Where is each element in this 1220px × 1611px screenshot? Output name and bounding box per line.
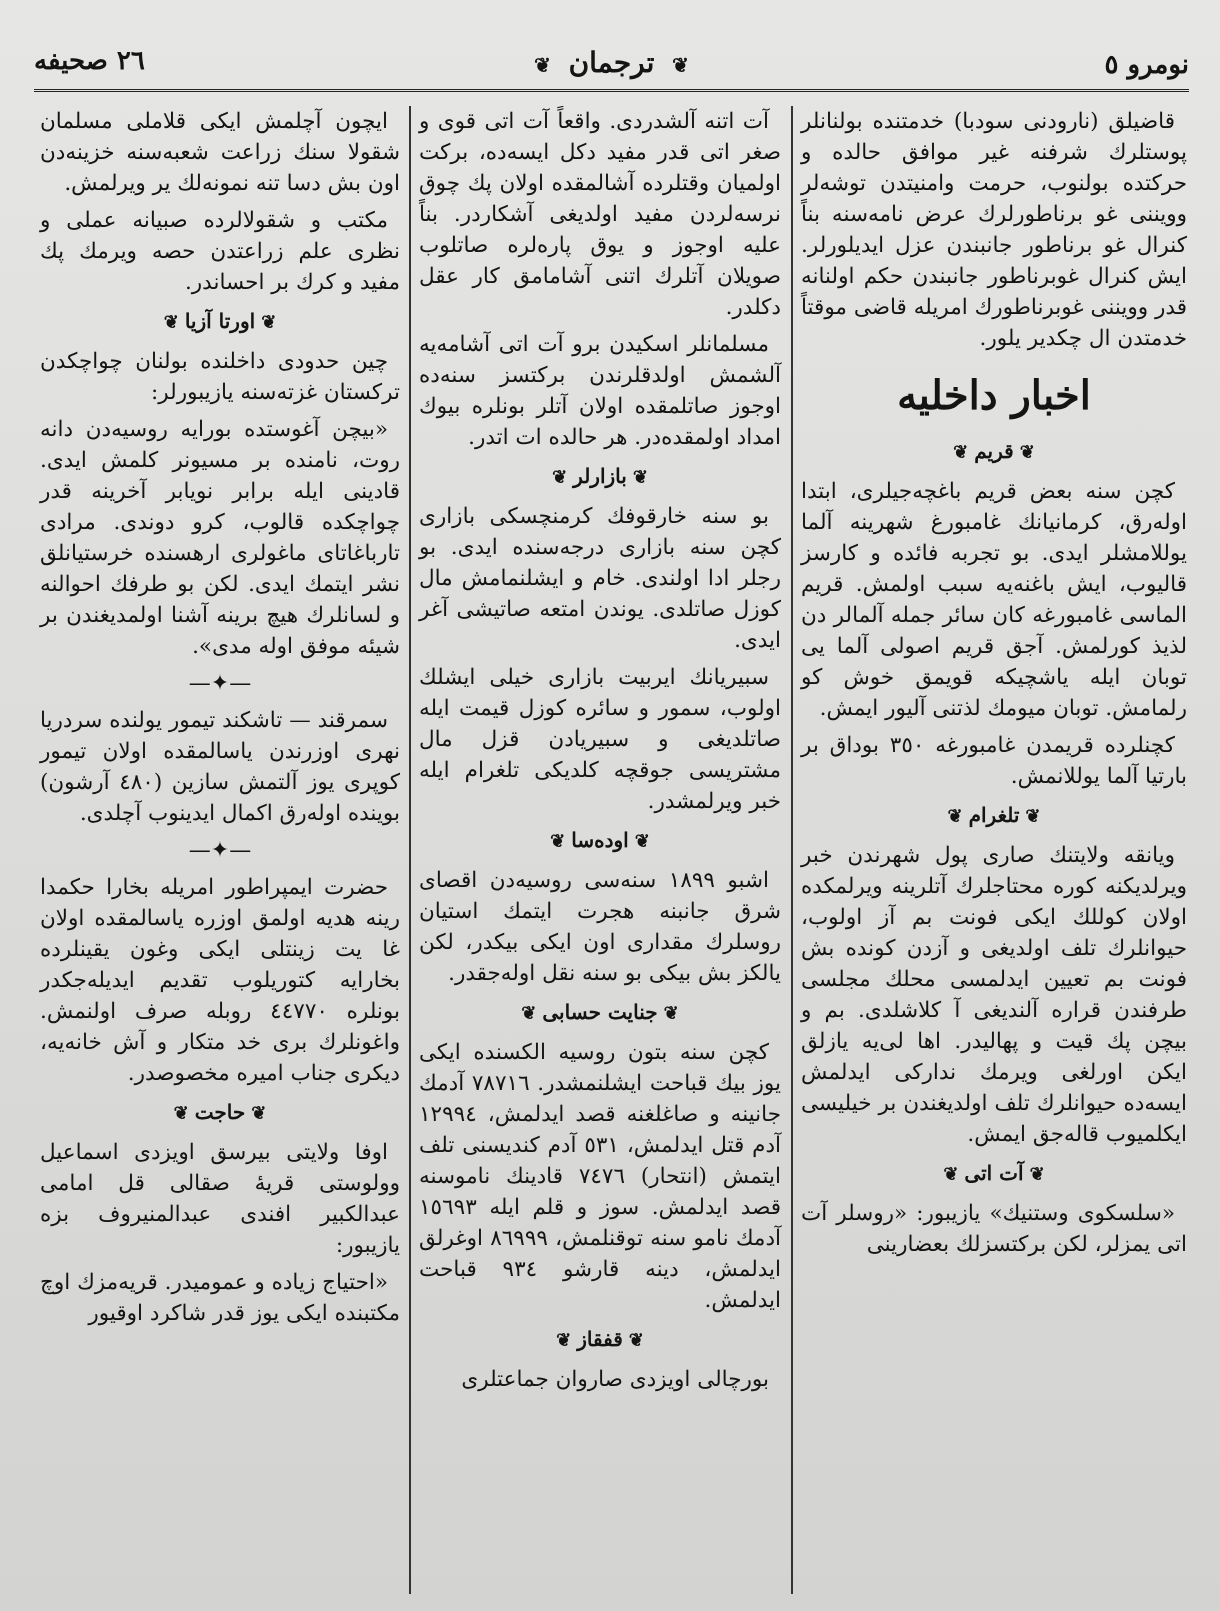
ornament-icon: ❦ <box>1025 806 1041 827</box>
column-divider <box>791 106 793 1594</box>
paragraph: «سلسكوى وستنيك» يازيبور: «روسلر آت اتی يمزلر، لكن بركتسزلك بعضارينی <box>801 1201 1187 1257</box>
section-heading: ❦اورتا آزيا❦ <box>163 309 277 333</box>
paragraph: بورچالی اويزدى صاروان جماعتلرى <box>461 1367 769 1392</box>
masthead <box>34 40 1189 92</box>
ornament-icon: ❦ <box>947 806 963 827</box>
paragraph: كچن سنه بتون روسيه الكسنده ايكی يوز بيك قباحت ايشلنمشدر. ٧٨٧١٦ آدمك جانينه و صاغلغنه قصد ايدلمش، ١٢٩٩٤ آدم قتل ايدلمش، ٥٣١ آدم كنديسنی تلف ايتمش (انتحار) ٧٤٧٦ قادينك ناموسنه قصد ايدلمش. سوز و قلم ايله ١٥٦٩٣ آدمك نامو سنه توقنلمش، ٨٦٩٩٩ اوغرلق ايدلمش، دينه قارشو ٩٣٤ قباحت ايدلمش. <box>419 1040 782 1313</box>
paragraph: «احتياج زياده و عموميدر. قريه‌مزك اوچ مكتبنده ايكی يوز قدر شاكرد اوقيور <box>40 1270 400 1326</box>
paragraph: چين حدودى داخلنده بولنان چواچكدن تركستان غزته‌سنه يازيبورلر: <box>40 349 400 405</box>
column-divider <box>409 106 411 1594</box>
paragraph: ايچون آچلمش ايكی قلاملی مسلمان شقولا سنك زراعت شعبه‌سنه خزينه‌دن اون بش دسا تنه نمونه‌لك ير ويرلمش. <box>40 109 400 196</box>
ornament-icon: ❦ <box>251 1103 267 1124</box>
ornament-icon: ❦ <box>672 53 689 77</box>
paragraph: آت اتنه آلشدردى. واقعاً آت اتی قوى و صغر اتی قدر مفيد دكل ايسه‌ده، بركت اولميان وقتلرده آشالمقده اولان پك چوق نرسه‌لردن مفيد اولديغی آشكاردر. بناً عليه اوجوز و يوق پاره‌لره صاتلوب صويلان آتلرك اتنی آشامامق كار عقل دكلدر. <box>419 109 781 320</box>
paper-name <box>526 46 697 79</box>
section-heading: ❦جنايت حسابی❦ <box>521 1000 679 1024</box>
paragraph: قاضيلق (نارودنی سودبا) خدمتنده بولنانلر پوستلرك شرفنه غير موافق حالده و حركتده بولنوب، حرمت وامنيتدن توشه‌لر وويننی غو برناطورلرك عرض نامه‌سنه بناً كنرال غو برناطور جانبندن عزل ايديلورلر. ايش كنرال غوبرناطور جانبندن حكم اولنانه قدر وويننی غوبرناطورك امريله قاضی موقتاً خدمتدن ال چكدير يلور. <box>801 109 1187 351</box>
paragraph: «بيچن آغوستده بورايه روسيه‌دن دانه روت، نامنده بر مسيونر كلمش ايدى. قادينی ايله برابر نويابر آخرينه قدر چواچكده قالوب، كرو دوندى. مرادى تارباغاتاى ماغولرى ارهسنده خرستيانلق نشر ايتمك ايدى. لكن بو طرفك احوالنه و لسانلرك هيچ برينه آشنا اولمديغندن بر شيئه موفق اوله مدى». <box>40 417 400 659</box>
section-heading: ❦قفقاز❦ <box>556 1327 644 1351</box>
section-heading: ❦بازارلر❦ <box>552 464 648 488</box>
ornament-icon: ❦ <box>663 1003 679 1024</box>
paragraph: سمرقند — تاشكند تيمور يولنده سردريا نهرى اوزرندن ياسالمقده اولان تيمور كوپرى يوز آلتمش سازين (٤٨٠ آرشون) بوينده اوله‌رق اكمال ايدينوب آچلدى. <box>40 708 400 826</box>
column-right <box>795 106 1193 1594</box>
ornament-icon: ❦ <box>628 1330 644 1351</box>
column-middle <box>413 106 787 1594</box>
ornament-icon: ❦ <box>550 831 566 852</box>
section-heading: ❦آت اتی❦ <box>943 1161 1045 1185</box>
header-rule <box>34 89 1189 92</box>
section-main-title: اخبار داخليه <box>897 372 1091 419</box>
column-left <box>34 106 406 1594</box>
paragraph: بو سنه خارقوفك كرمنچسكی بازارى كچن سنه بازارى درجه‌سنده ايدى. بو رجلر ادا اولندى. خام و ايشلنمامش مال كوزل صاتلدى. يوندن امتعه صاتيشی آغر ايدى. <box>419 504 781 653</box>
ornament-icon: ❦ <box>556 1330 572 1351</box>
paragraph: اشبو ١٨٩٩ سنه‌سی روسيه‌دن اقصای شرق جانبنه هجرت ايتمك استيان روسلرك مقدارى اون ايكی بيكدر، لكن يالكز بش بيكی بو سنه نقل اوله‌جقدر. <box>419 868 781 986</box>
paragraph: كچنلرده قريمدن غامبورغه ٣٥٠ بوداق بر بارتيا آلما يوللانمش. <box>801 733 1187 789</box>
ornament-icon: ❦ <box>163 312 179 333</box>
ornament-icon: ❦ <box>1029 1164 1045 1185</box>
section-heading: ❦اوده‌سا❦ <box>550 828 650 852</box>
ornament-icon: ❦ <box>534 53 551 77</box>
ornament-icon: ❦ <box>632 467 648 488</box>
ornament-icon: ❦ <box>943 1164 959 1185</box>
separator: —✦— <box>188 838 252 863</box>
section-heading: ❦تلغرام❦ <box>947 803 1041 827</box>
ornament-icon: ❦ <box>173 1103 189 1124</box>
page-number: ٢٦ صحيفه <box>34 46 145 76</box>
paragraph: سبيريانك ايربيت بازارى خيلی ايشلك اولوب، سمور و سائره كوزل قيمت ايله صاتلديغی و سبيريادن قزل مال مشتريسی جوقچه كلديكی تلغرام ايله خبر ويرلمشدر. <box>419 665 781 814</box>
issue-number: نومرو ٥ <box>1104 50 1189 80</box>
ornament-icon: ❦ <box>953 442 969 463</box>
separator: —✦— <box>188 671 252 696</box>
paragraph: حضرت ايمپراطور امريله بخارا حكمدا رينه هديه اولمق اوزره ياسالمقده اولان غا يت زينتلی ايكی وغون يقينلرده بخارايه كتوريلوب تقديم ايديله‌جكدر بونلره ٤٤٧٧٠ روبله صرف اولنمش. واغونلرك برى خد متكار و آش خانه‌يه، ديكرى جناب اميره مخصوصدر. <box>40 875 401 1086</box>
paragraph: اوفا ولايتی بيرسق اويزدى اسماعيل وولوستی قريهٔ صقالی قل امامی عبدالكبير افندى عبدالمنيروف بزه يازيبور: <box>40 1140 400 1258</box>
paragraph: ويانقه ولايتنك صارى پول شهرندن خبر ويرلديكنه كوره محتاجلرك آتلرينه ويرلمكده اولان كوللك ايكی فونت بم آز اولوب، حيوانلرك تلف اولديغی و آزدن كونده بش فونت بم تعيين ايدلمسی محلك مجلسی طرفندن قراره آلنديغی آ كلاشلدی. بم و بيچن پك قيت و پهاليدر. اها لی‌يه يازلق ايكن اورلغی ويرمك نداركی ايدلمش ايسه‌ده حيوانلرك تلف اولديغندن بر خيليسی ايكلميوب قاله‌جق ايمش. <box>801 843 1187 1147</box>
section-heading: ❦حاجت❦ <box>173 1100 267 1124</box>
ornament-icon: ❦ <box>634 831 650 852</box>
ornament-icon: ❦ <box>521 1003 537 1024</box>
paragraph: مسلمانلر اسكيدن برو آت اتی آشامه‌يه آلشمش اولدقلرندن بركتسز سنه‌ده اوجوز صاتلمقده اولان آتلر بونلره بيوك امداد اولمقده‌در. هر حالده ات اتدر. <box>419 332 781 450</box>
paragraph: مكتب و شقولالرده صبيانه عملی و نظرى علم زراعتدن حصه ويرمك پك مفيد و كرك بر احساندر. <box>40 208 400 295</box>
ornament-icon: ❦ <box>552 467 568 488</box>
paragraph: كچن سنه بعض قريم باغچه‌جيلرى، ابتدا اوله‌رق، كرمانيانك غامبورغ شهرينه آلما يوللامشلر ايدى. بو تجربه فائده و كارسز قاليوب، ايش باغنه‌يه سبب اولمش. قريم الماسى غامبورغه كان سائر جمله آلمالر دن لذيذ كورلمش. آجق قريم اصولى آلما يی توبان ايله ياشچيكه قويمق خوش كو رلمامش. توبان ميومك لذتنی آليور ايمش. <box>801 479 1187 721</box>
section-heading: ❦قريم❦ <box>953 439 1035 463</box>
ornament-icon: ❦ <box>261 312 277 333</box>
paper-title: ترجمان <box>568 46 655 79</box>
ornament-icon: ❦ <box>1019 442 1035 463</box>
